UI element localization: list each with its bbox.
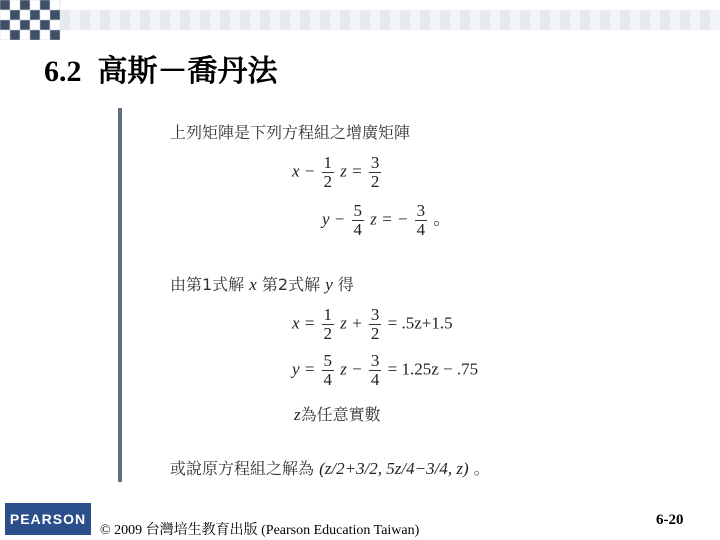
solution-x: x = $\frac{1}{2}$ z + $\frac{3}{2}$ = .5z+1.5 <box>292 305 453 343</box>
solve-instruction: 由第1式解 x 第2式解 y 得 <box>170 275 354 294</box>
fraction: $\frac{5}{4}$ <box>353 201 363 239</box>
equation-1: x − $\frac{1}{2}$ z = $\frac{3}{2}$ <box>292 153 380 191</box>
intro-text: 上列矩陣是下列方程組之增廣矩陣 <box>170 123 411 142</box>
solution-y: y = $\frac{5}{4}$ z − $\frac{3}{4}$ = 1.25z − .75 <box>292 351 479 389</box>
fraction: $\frac{1}{2}$ <box>323 305 333 343</box>
free-variable-note: z為任意實數 <box>294 405 381 424</box>
page-number: 6-20 <box>656 512 684 528</box>
pearson-logo: PEARSON <box>5 503 91 535</box>
fraction: $\frac{3}{2}$ <box>370 153 380 191</box>
fraction: $\frac{3}{2}$ <box>370 305 380 343</box>
fraction: $\frac{5}{4}$ <box>323 351 333 389</box>
header-checker-pattern <box>0 0 720 40</box>
slide-title <box>44 46 278 90</box>
equation-2: y − $\frac{5}{4}$ z = − $\frac{3}{4}$ 。 <box>322 201 451 239</box>
fraction: $\frac{1}{2}$ <box>323 153 333 191</box>
fraction: $\frac{3}{4}$ <box>416 201 426 239</box>
fraction: $\frac{3}{4}$ <box>370 351 380 389</box>
copyright-text: © 2009 台灣培生教育出版 (Pearson Education Taiwan) <box>100 523 420 538</box>
section-title: 高斯－喬丹法 <box>97 55 278 88</box>
final-solution: 或說原方程組之解為 (z/2+3/2, 5z/4−3/4, z) 。 <box>170 459 490 478</box>
content-accent-bar <box>118 108 122 482</box>
section-number: 6.2 <box>44 55 82 88</box>
slide-content <box>170 110 690 480</box>
